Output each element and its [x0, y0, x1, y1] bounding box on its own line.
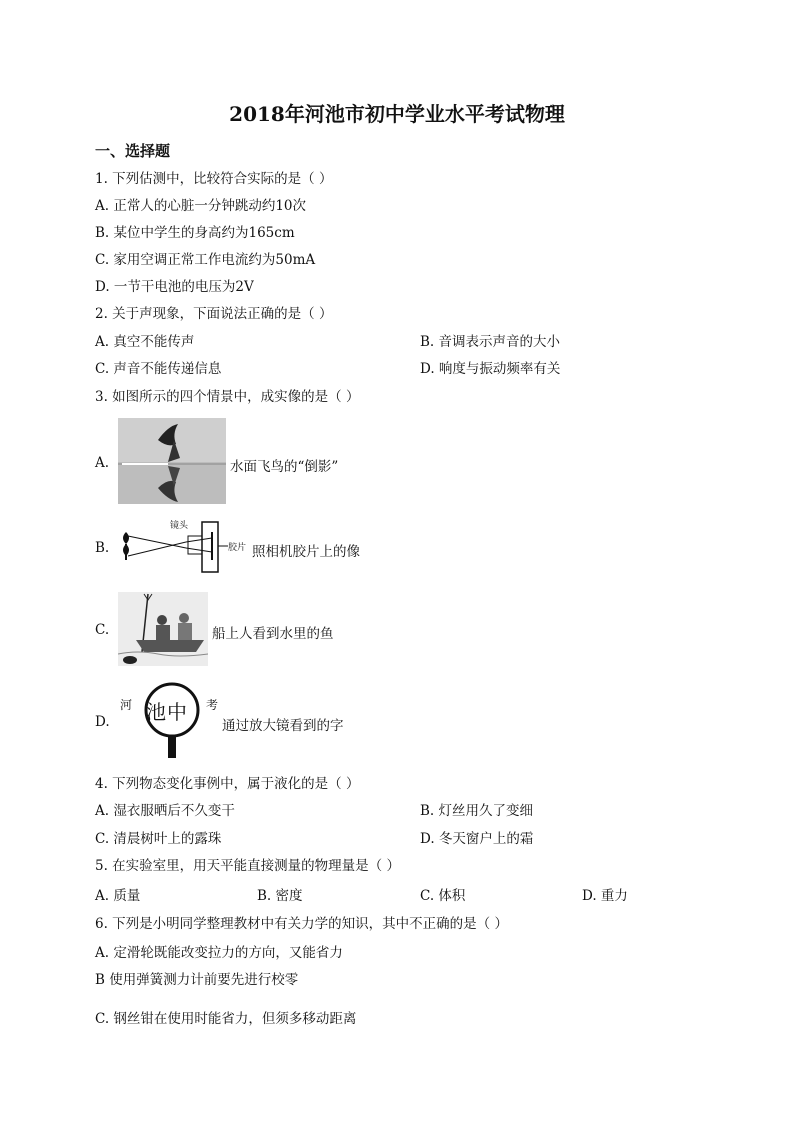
section-heading: 一、选择题	[95, 142, 171, 160]
q3-option-b-caption: 照相机胶片上的像	[252, 544, 360, 560]
q4-option-c: C. 清晨树叶上的露珠	[95, 831, 222, 847]
q1-option-c: C. 家用空调正常工作电流约为50mA	[95, 252, 316, 268]
q2-option-c: C. 声音不能传递信息	[95, 361, 222, 377]
q1-option-b: B. 某位中学生的身高约为165cm	[95, 225, 295, 241]
magnifier-image	[118, 680, 218, 760]
q6-option-b: B 使用弹簧测力计前要先进行校零	[95, 972, 299, 988]
magnified-text-inside: 池中	[146, 700, 188, 724]
q2-option-a: A. 真空不能传声	[95, 334, 195, 350]
q3-option-b-letter: B.	[95, 540, 110, 556]
magnified-text-left: 河	[120, 698, 133, 712]
q3-option-c-caption: 船上人看到水里的鱼	[212, 626, 334, 642]
camera-diagram	[118, 518, 250, 576]
q3-option-a-caption: 水面飞鸟的“倒影”	[230, 459, 339, 475]
q3-option-d-caption: 通过放大镜看到的字	[222, 718, 344, 734]
q3-stem: 3. 如图所示的四个情景中，成实像的是（ ）	[95, 389, 360, 405]
page-title: 2018年河池市初中学业水平考试物理	[229, 102, 565, 126]
film-label: 胶片	[228, 543, 247, 553]
bird-reflection-image	[118, 418, 226, 504]
q2-option-d: D. 响度与振动频率有关	[420, 361, 561, 377]
q3-option-d-letter: D.	[95, 714, 110, 730]
q4-option-a: A. 湿衣服晒后不久变干	[95, 803, 235, 819]
q2-option-b: B. 音调表示声音的大小	[420, 334, 561, 350]
q4-option-d: D. 冬天窗户上的霜	[420, 831, 534, 847]
q5-option-a: A. 质量	[95, 888, 141, 904]
q3-option-c-letter: C.	[95, 622, 110, 638]
q2-stem: 2. 关于声现象，下面说法正确的是（ ）	[95, 306, 333, 322]
q6-option-a: A. 定滑轮既能改变拉力的方向，又能省力	[95, 945, 343, 961]
q1-option-a: A. 正常人的心脏一分钟跳动约10次	[95, 198, 307, 214]
q1-stem: 1. 下列估测中，比较符合实际的是（ ）	[95, 171, 333, 187]
q5-option-c: C. 体积	[420, 888, 466, 904]
boat-fishing-image	[118, 592, 208, 666]
q5-stem: 5. 在实验室里，用天平能直接测量的物理量是（ ）	[95, 858, 400, 874]
q1-option-d: D. 一节干电池的电压为2V	[95, 279, 254, 295]
q4-option-b: B. 灯丝用久了变细	[420, 803, 534, 819]
q5-option-d: D. 重力	[582, 888, 628, 904]
q3-option-a-letter: A.	[95, 455, 110, 471]
q6-option-c: C. 钢丝钳在使用时能省力，但须多移动距离	[95, 1011, 357, 1027]
lens-label: 镜头	[170, 521, 189, 531]
magnified-text-right: 考	[206, 698, 219, 712]
q5-option-b: B. 密度	[257, 888, 303, 904]
q4-stem: 4. 下列物态变化事例中，属于液化的是（ ）	[95, 776, 360, 792]
q6-stem: 6. 下列是小明同学整理教材中有关力学的知识，其中不正确的是（ ）	[95, 916, 508, 932]
